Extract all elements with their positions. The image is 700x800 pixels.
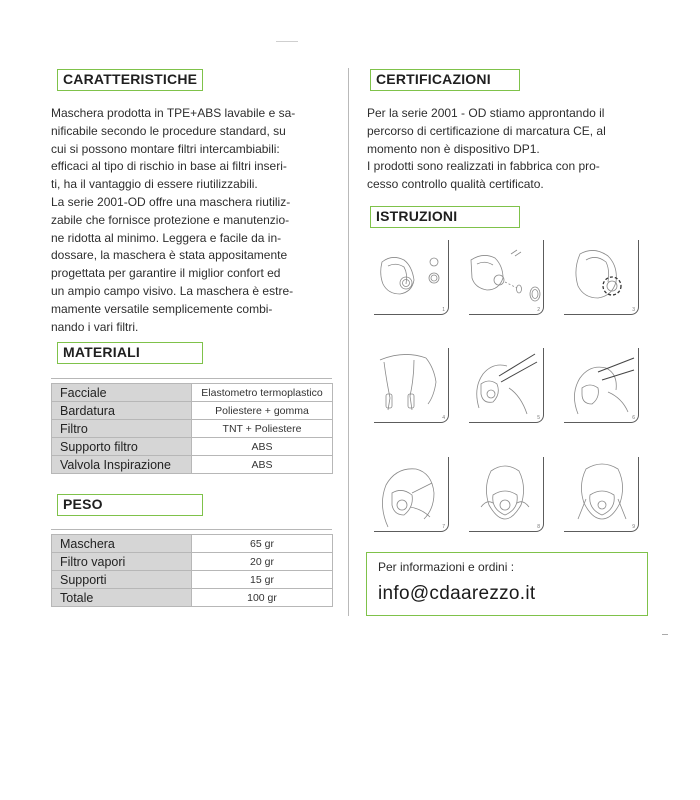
certificazioni-text — [367, 105, 657, 194]
bottom-mark — [662, 634, 668, 635]
contact-label: Per informazioni e ordini : — [378, 560, 515, 574]
text-line: progettata per garantire il miglior confort ed — [51, 266, 281, 281]
text-line: nificabile secondo le procedure standard, su — [51, 123, 286, 138]
text-line: mamente versatile semplicemente combi- — [51, 301, 273, 316]
column-divider — [348, 68, 349, 616]
text-line: efficaci al tipo di rischio in base ai filtri inseri- — [51, 159, 287, 174]
text-line: dossare, la maschera è stata appositamente — [51, 248, 288, 263]
row-value: Elastometro termoplastico — [192, 384, 333, 402]
row-value: 100 gr — [192, 589, 333, 607]
table-top-rule — [51, 529, 332, 530]
row-label: Filtro — [52, 420, 192, 438]
step-number: 9 — [632, 524, 635, 530]
row-label: Totale — [52, 589, 192, 607]
text-line: nando i vari filtri. — [51, 319, 139, 334]
pulling-straps-over-head-icon — [564, 348, 639, 423]
table-row — [52, 535, 333, 553]
text-line: La serie 2001-OD offre una maschera riutiliz- — [51, 194, 291, 209]
table-row — [52, 553, 333, 571]
row-value: ABS — [192, 456, 333, 474]
instruction-step-6 — [564, 348, 639, 423]
text-line: un ampio campo visivo. La maschera è estre- — [51, 283, 294, 298]
text-line: ti, ha il vantaggio di essere riutilizzabili. — [51, 177, 258, 192]
step-number: 7 — [442, 524, 445, 530]
row-label: Bardatura — [52, 402, 192, 420]
worn-mask-side-view-icon — [374, 457, 449, 532]
table-row — [52, 571, 333, 589]
text-line: Maschera prodotta in TPE+ABS lavabile e sa- — [51, 106, 296, 120]
text-line: zabile che fornisce protezione e manutenzio- — [51, 212, 290, 227]
text-line: momento non è dispositivo DP1. — [367, 141, 540, 156]
mask-with-filter-mounted-icon — [564, 240, 639, 315]
step-number: 5 — [537, 415, 540, 421]
mask-with-filter-parts-icon — [374, 240, 449, 315]
peso-heading: PESO — [57, 494, 203, 516]
row-label: Maschera — [52, 535, 192, 553]
peso-table — [51, 534, 333, 607]
table-row — [52, 456, 333, 474]
adjusting-straps-icon — [564, 457, 639, 532]
top-mark — [276, 41, 298, 42]
instruction-step-3 — [564, 240, 639, 315]
table-top-rule — [51, 378, 332, 379]
row-value: 20 gr — [192, 553, 333, 571]
contact-box — [366, 552, 648, 616]
instruction-step-1 — [374, 240, 449, 315]
instruction-step-8 — [469, 457, 544, 532]
materiali-table — [51, 383, 333, 474]
text-line: I prodotti sono realizzati in fabbrica con pro- — [367, 159, 600, 174]
row-value: Poliestere + gomma — [192, 402, 333, 420]
row-label: Valvola Inspirazione — [52, 456, 192, 474]
text-line: cesso controllo qualità certificato. — [367, 177, 544, 192]
row-value: 65 gr — [192, 535, 333, 553]
table-row — [52, 384, 333, 402]
caratteristiche-heading: CARATTERISTICHE — [57, 69, 203, 91]
row-value: ABS — [192, 438, 333, 456]
istruzioni-heading: ISTRUZIONI — [370, 206, 520, 228]
row-label: Filtro vapori — [52, 553, 192, 571]
row-label: Supporto filtro — [52, 438, 192, 456]
instruction-step-4 — [374, 348, 449, 423]
step-number: 2 — [537, 307, 540, 313]
row-value: TNT + Poliestere — [192, 420, 333, 438]
table-row — [52, 438, 333, 456]
instruction-grid — [374, 240, 640, 534]
step-number: 3 — [632, 307, 635, 313]
step-number: 4 — [442, 415, 445, 421]
instruction-step-7 — [374, 457, 449, 532]
materiali-heading: MATERIALI — [57, 342, 203, 364]
row-value: 15 gr — [192, 571, 333, 589]
straps-held-icon — [374, 348, 449, 423]
filter-assembly-icon — [469, 240, 544, 315]
step-number: 1 — [442, 307, 445, 313]
instruction-step-9 — [564, 457, 639, 532]
table-row — [52, 402, 333, 420]
instruction-step-2 — [469, 240, 544, 315]
placing-mask-on-face-icon — [469, 348, 544, 423]
text-line: ne ridotta al minimo. Leggera e facile da in- — [51, 230, 282, 245]
row-label: Supporti — [52, 571, 192, 589]
step-number: 8 — [537, 524, 540, 530]
certificazioni-heading: CERTIFICAZIONI — [370, 69, 520, 91]
text-line: cui si possono montare filtri intercambiabili: — [51, 141, 280, 156]
text-line: Per la serie 2001 - OD stiamo approntando il — [367, 106, 605, 120]
table-row — [52, 420, 333, 438]
table-row — [52, 589, 333, 607]
contact-email-link[interactable]: info@cdaarezzo.it — [378, 583, 536, 604]
seal-check-front-view-icon — [469, 457, 544, 532]
step-number: 6 — [632, 415, 635, 421]
row-label: Facciale — [52, 384, 192, 402]
instruction-step-5 — [469, 348, 544, 423]
text-line: percorso di certificazione di marcatura CE, al — [367, 123, 606, 138]
caratteristiche-text — [51, 105, 343, 336]
